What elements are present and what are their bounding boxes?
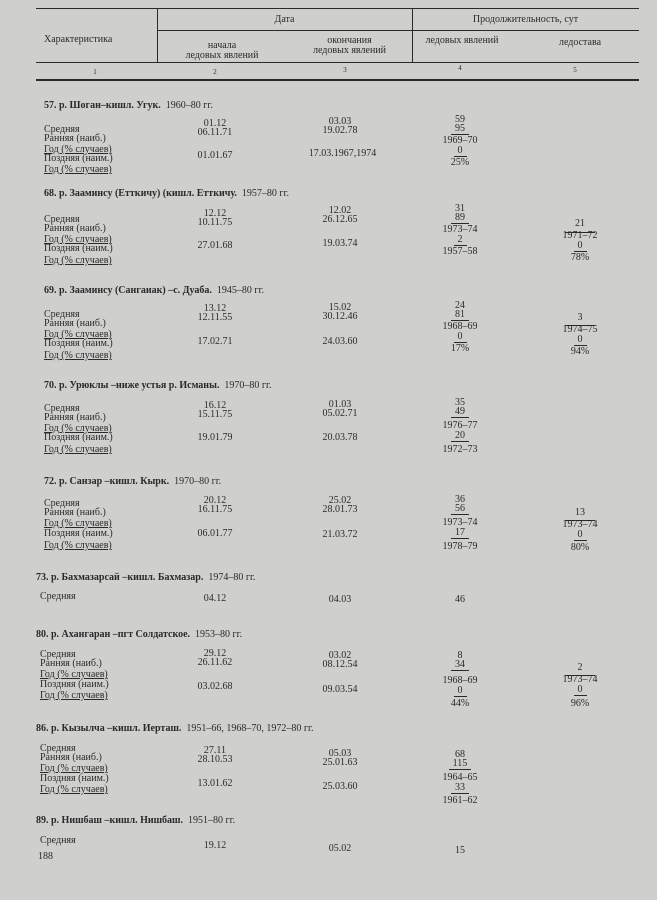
freeze-max-year: 1973–74 xyxy=(562,519,598,530)
ice-mean: 8 xyxy=(457,650,463,661)
freeze-min: 0 xyxy=(540,240,620,251)
ice-max-year: 1976–77 xyxy=(442,420,478,431)
header-duration: Продолжительность, сут xyxy=(472,14,579,25)
label-early: Ранняя (наиб.) xyxy=(44,133,106,144)
ice-max: 56 xyxy=(420,503,500,514)
station-title: 69. р. Зааминсу (Сангаиак) –с. Дуаба. 1945–80 гг. xyxy=(44,285,264,296)
end-early: 28.01.73 xyxy=(322,504,358,515)
label-late: Поздняя (наим.) xyxy=(44,153,113,164)
ice-mean: 31 xyxy=(455,203,465,214)
page-number: 188 xyxy=(38,851,53,862)
ice-mean: 24 xyxy=(455,300,465,311)
col-number: 5 xyxy=(573,66,577,74)
header-date-end-1: окончания xyxy=(327,35,372,46)
label-late: Поздняя (наим.) xyxy=(44,528,113,539)
label-year: Год (% случаев) xyxy=(40,669,108,680)
ice-min: 0 xyxy=(420,331,500,342)
label-mean: Средняя xyxy=(44,124,80,135)
station-title: 80. р. Ахангаран –пгт Солдатское. 1953–80 гг. xyxy=(36,629,243,640)
end-mean: 15.02 xyxy=(328,302,352,313)
end-late: 09.03.54 xyxy=(322,684,358,695)
end-mean: 05.03 xyxy=(328,748,352,759)
station-title: 89. р. Нишбаш –кишл. Нишбаш. 1951–80 гг. xyxy=(36,815,236,826)
ice-max-year: 1973–74 xyxy=(442,224,478,235)
label-late: Поздняя (наим.) xyxy=(40,773,109,784)
end-late: 20.03.78 xyxy=(322,432,358,443)
station-title: 72. р. Санзар –кишл. Кырк. 1970–80 гг. xyxy=(44,476,222,487)
label-early: Ранняя (наиб.) xyxy=(44,412,106,423)
ice-min: 0 xyxy=(420,685,500,696)
header-top-rule xyxy=(36,8,639,9)
ice-min-pct: 25% xyxy=(450,157,470,168)
label-mean: Средняя xyxy=(44,214,80,225)
start-mean: 19.12 xyxy=(203,840,227,851)
start-mean: 29.12 xyxy=(203,648,227,659)
start-late: 03.02.68 xyxy=(197,681,233,692)
header-date: Дата xyxy=(274,14,295,25)
header-freeze: ледостава xyxy=(558,37,602,48)
end-mean: 04.03 xyxy=(328,594,352,605)
label-year: Год (% случаев) xyxy=(44,255,112,266)
ice-max-year: 1973–74 xyxy=(442,517,478,528)
ice-max: 34 xyxy=(420,659,500,670)
label-year: Год (% случаев) xyxy=(40,784,108,795)
label-early: Ранняя (наиб.) xyxy=(44,507,106,518)
ice-min-year: 1961–62 xyxy=(442,795,478,806)
label-mean: Средняя xyxy=(44,403,80,414)
ice-min: 17 xyxy=(420,527,500,538)
col-number: 1 xyxy=(93,68,97,76)
end-early: 19.02.78 xyxy=(322,125,358,136)
freeze-min-pct: 96% xyxy=(570,698,590,709)
freeze-min: 0 xyxy=(540,684,620,695)
end-mean: 25.02 xyxy=(328,495,352,506)
start-late: 13.01.62 xyxy=(197,778,233,789)
freeze-max-year: 1974–75 xyxy=(562,324,598,335)
start-late: 06.01.77 xyxy=(197,528,233,539)
header-date-start-2: ледовых явлений xyxy=(185,50,259,61)
col-number: 4 xyxy=(458,64,462,72)
label-year: Год (% случаев) xyxy=(44,329,112,340)
end-late: 24.03.60 xyxy=(322,336,358,347)
ice-min-pct: 44% xyxy=(450,698,470,709)
ice-min: 33 xyxy=(420,782,500,793)
end-mean: 05.02 xyxy=(328,843,352,854)
label-year: Год (% случаев) xyxy=(44,234,112,245)
label-mean: Средняя xyxy=(40,835,76,846)
end-early: 25.01.63 xyxy=(322,757,358,768)
label-year: Год (% случаев) xyxy=(44,444,112,455)
label-year: Год (% случаев) xyxy=(44,164,112,175)
station-title: 86. р. Кызылча –кишл. Иерташ. 1951–66, 1968–70, 1972–80 гг. xyxy=(36,723,314,734)
start-early: 12.11.55 xyxy=(197,312,233,323)
header-ice: ледовых явлений xyxy=(425,35,499,46)
start-mean: 01.12 xyxy=(203,118,227,129)
label-year: Год (% случаев) xyxy=(44,350,112,361)
freeze-mean: 2 xyxy=(577,662,583,673)
ice-min: 0 xyxy=(420,145,500,156)
header-date-start-1: начала xyxy=(207,40,237,51)
label-late: Поздняя (наим.) xyxy=(40,679,109,690)
ice-min-year: 1972–73 xyxy=(442,444,478,455)
end-mean: 03.03 xyxy=(328,116,352,127)
ice-mean: 35 xyxy=(455,397,465,408)
ice-max-year: 1968–69 xyxy=(442,675,478,686)
label-mean: Средняя xyxy=(44,309,80,320)
start-late: 19.01.79 xyxy=(197,432,233,443)
end-late: 25.03.60 xyxy=(322,781,358,792)
station-title: 68. р. Зааминсу (Етткичу) (кишл. Етткичу. 1957–80 гг. xyxy=(44,188,289,199)
label-mean: Средняя xyxy=(40,591,76,602)
freeze-min-pct: 94% xyxy=(570,346,590,357)
start-mean: 04.12 xyxy=(203,593,227,604)
header-rule xyxy=(36,62,639,63)
start-early: 15.11.75 xyxy=(197,409,233,420)
subheader-rule xyxy=(157,30,639,31)
label-late: Поздняя (наим.) xyxy=(44,338,113,349)
label-early: Ранняя (наиб.) xyxy=(44,223,106,234)
label-year: Год (% случаев) xyxy=(40,690,108,701)
label-early: Ранняя (наиб.) xyxy=(40,752,102,763)
ice-max-year: 1964–65 xyxy=(442,772,478,783)
start-mean: 20.12 xyxy=(203,495,227,506)
header-bottom-rule xyxy=(36,79,639,81)
ice-min: 20 xyxy=(420,430,500,441)
label-mean: Средняя xyxy=(44,498,80,509)
start-early: 26.11.62 xyxy=(197,657,233,668)
station-title: 70. р. Урюклы –ниже устья р. Исманы. 1970–80 гг. xyxy=(44,380,272,391)
freeze-max-year: 1971–72 xyxy=(562,230,598,241)
start-mean: 12.12 xyxy=(203,208,227,219)
ice-max: 81 xyxy=(420,309,500,320)
end-mean: 01.03 xyxy=(328,399,352,410)
freeze-mean: 13 xyxy=(575,507,585,518)
freeze-min: 0 xyxy=(540,334,620,345)
label-late: Поздняя (наим.) xyxy=(44,243,113,254)
end-early: 08.12.54 xyxy=(322,659,358,670)
ice-max: 89 xyxy=(420,212,500,223)
ice-mean: 59 xyxy=(455,114,465,125)
label-early: Ранняя (наиб.) xyxy=(44,318,106,329)
header-characteristic: Характеристика xyxy=(44,34,113,45)
label-year: Год (% случаев) xyxy=(44,144,112,155)
start-late: 01.01.67 xyxy=(197,150,233,161)
freeze-mean: 3 xyxy=(577,312,583,323)
start-early: 06.11.71 xyxy=(197,127,233,138)
label-year: Год (% случаев) xyxy=(44,423,112,434)
end-mean: 03.02 xyxy=(328,650,352,661)
label-mean: Средняя xyxy=(40,649,76,660)
label-early: Ранняя (наиб.) xyxy=(40,658,102,669)
station-title: 73. р. Бахмазарсай –кишл. Бахмазар. 1974–80 гг. xyxy=(36,572,256,583)
start-mean: 27.11 xyxy=(203,745,227,756)
ice-max-year: 1968–69 xyxy=(442,321,478,332)
end-late: 17.03.1967,1974 xyxy=(308,148,377,159)
ice-max: 115 xyxy=(420,758,500,769)
header-date-end-2: ледовых явлений xyxy=(313,45,386,56)
freeze-min: 0 xyxy=(540,529,620,540)
col-number: 2 xyxy=(213,68,217,76)
end-early: 05.02.71 xyxy=(322,408,358,419)
start-early: 28.10.53 xyxy=(197,754,233,765)
start-mean: 13.12 xyxy=(203,303,227,314)
end-early: 30.12.46 xyxy=(322,311,358,322)
freeze-min-pct: 78% xyxy=(570,252,590,263)
start-mean: 16.12 xyxy=(203,400,227,411)
end-late: 19.03.74 xyxy=(322,238,358,249)
ice-mean: 46 xyxy=(455,594,465,605)
station-title: 57. р. Шоган–кишл. Угук. 1960–80 гг. xyxy=(44,100,213,111)
ice-min-pct: 17% xyxy=(450,343,470,354)
freeze-min-pct: 80% xyxy=(570,542,590,553)
ice-mean: 15 xyxy=(455,845,465,856)
ice-min-year: 1957–58 xyxy=(442,246,478,257)
label-mean: Средняя xyxy=(40,743,76,754)
freeze-max-year: 1973–74 xyxy=(562,674,598,685)
ice-mean: 36 xyxy=(455,494,465,505)
start-late: 17.02.71 xyxy=(197,336,233,347)
ice-max-year: 1969–70 xyxy=(442,135,478,146)
ice-max: 95 xyxy=(420,123,500,134)
ice-min-year: 1978–79 xyxy=(442,541,478,552)
label-year: Год (% случаев) xyxy=(44,518,112,529)
start-late: 27.01.68 xyxy=(197,240,233,251)
ice-mean: 68 xyxy=(455,749,465,760)
end-late: 21.03.72 xyxy=(322,529,358,540)
label-year: Год (% случаев) xyxy=(44,540,112,551)
label-late: Поздняя (наим.) xyxy=(44,432,113,443)
col-number: 3 xyxy=(343,66,347,74)
start-early: 16.11.75 xyxy=(197,504,233,515)
end-mean: 12.02 xyxy=(328,205,352,216)
ice-min: 2 xyxy=(420,234,500,245)
start-early: 10.11.75 xyxy=(197,217,233,228)
freeze-mean: 21 xyxy=(575,218,585,229)
end-early: 26.12.65 xyxy=(322,214,358,225)
ice-max: 49 xyxy=(420,406,500,417)
label-year: Год (% случаев) xyxy=(40,763,108,774)
